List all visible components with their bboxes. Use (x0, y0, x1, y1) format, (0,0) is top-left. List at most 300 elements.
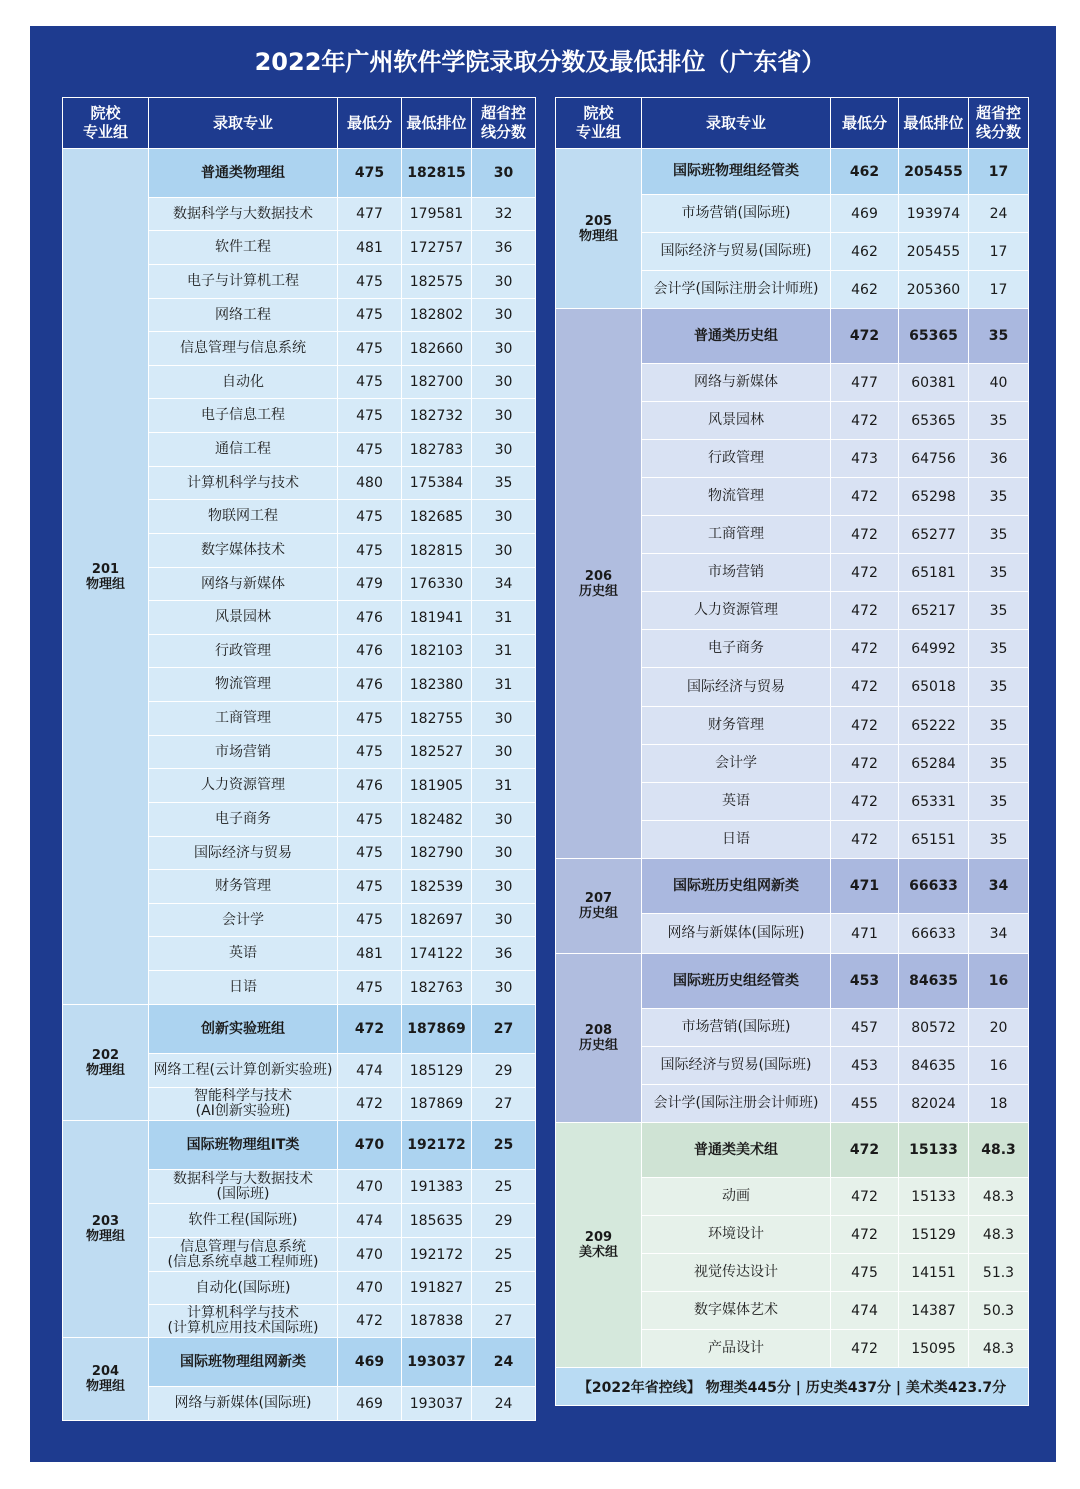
min-rank-cell: 14151 (899, 1254, 969, 1292)
over-line-cell: 30 (472, 299, 536, 332)
over-line-cell: 30 (472, 870, 536, 904)
over-line-cell: 27 (472, 1088, 536, 1121)
min-rank-cell: 65181 (899, 554, 969, 592)
over-line-cell: 36 (969, 440, 1029, 478)
min-rank-cell: 205455 (899, 149, 969, 195)
over-line-cell: 30 (472, 265, 536, 299)
min-score-cell: 475 (338, 500, 402, 534)
major-cell: 网络工程 (149, 299, 338, 332)
min-rank-cell: 182482 (402, 803, 472, 837)
min-score-cell: 462 (831, 271, 899, 309)
over-line-cell: 30 (472, 534, 536, 568)
over-line-cell: 35 (969, 554, 1029, 592)
min-rank-cell: 182763 (402, 971, 472, 1005)
over-line-cell: 35 (969, 783, 1029, 821)
over-line-cell: 34 (969, 859, 1029, 914)
min-rank-cell: 15133 (899, 1123, 969, 1178)
over-line-cell: 24 (969, 195, 1029, 233)
group-code-cell: 203 物理组 (63, 1121, 149, 1338)
major-cell: 物流管理 (642, 478, 831, 516)
over-line-cell: 25 (472, 1272, 536, 1305)
min-score-cell: 473 (831, 440, 899, 478)
major-cell: 动画 (642, 1178, 831, 1216)
min-score-cell: 472 (831, 821, 899, 859)
major-cell: 智能科学与技术 (AI创新实验班) (149, 1088, 338, 1121)
min-rank-cell: 182685 (402, 500, 472, 534)
min-rank-cell: 192172 (402, 1121, 472, 1170)
min-score-cell: 475 (338, 837, 402, 870)
header-min-rank: 最低排位 (402, 98, 472, 149)
major-cell: 工商管理 (642, 516, 831, 554)
min-rank-cell: 65331 (899, 783, 969, 821)
footer-row (556, 1368, 1029, 1406)
major-cell: 人力资源管理 (149, 769, 338, 803)
over-line-cell: 16 (969, 954, 1029, 1009)
min-score-cell: 475 (338, 265, 402, 299)
min-rank-cell: 182660 (402, 332, 472, 366)
min-rank-cell: 65277 (899, 516, 969, 554)
over-line-cell: 30 (472, 399, 536, 433)
major-cell: 行政管理 (642, 440, 831, 478)
min-rank-cell: 191383 (402, 1170, 472, 1204)
over-line-cell: 25 (472, 1170, 536, 1204)
over-line-cell: 48.3 (969, 1216, 1029, 1254)
over-line-cell: 48.3 (969, 1178, 1029, 1216)
over-line-cell: 35 (969, 668, 1029, 707)
min-rank-cell: 15129 (899, 1216, 969, 1254)
group-code-cell: 207 历史组 (556, 859, 642, 954)
min-rank-cell: 82024 (899, 1085, 969, 1123)
min-rank-cell: 66633 (899, 859, 969, 914)
group-summary-row (63, 149, 536, 198)
min-score-cell: 472 (831, 1216, 899, 1254)
min-score-cell: 470 (338, 1272, 402, 1305)
min-score-cell: 475 (338, 399, 402, 433)
over-line-cell: 36 (472, 937, 536, 971)
group-code-cell: 202 物理组 (63, 1005, 149, 1121)
major-cell: 网络与新媒体(国际班) (149, 1387, 338, 1421)
over-line-cell: 24 (472, 1387, 536, 1421)
min-rank-cell: 65284 (899, 745, 969, 783)
major-cell: 数据科学与大数据技术 (149, 198, 338, 231)
major-cell: 市场营销 (642, 554, 831, 592)
over-line-cell: 34 (969, 914, 1029, 954)
major-cell: 信息管理与信息系统 (信息系统卓越工程师班) (149, 1238, 338, 1272)
over-line-cell: 30 (472, 803, 536, 837)
min-score-cell: 476 (338, 668, 402, 702)
major-cell: 日语 (149, 971, 338, 1005)
min-rank-cell: 175384 (402, 467, 472, 500)
min-score-cell: 477 (831, 364, 899, 402)
group-code-cell: 201 物理组 (63, 149, 149, 1005)
min-rank-cell: 172757 (402, 231, 472, 265)
major-cell: 产品设计 (642, 1330, 831, 1368)
min-score-cell: 475 (338, 299, 402, 332)
major-cell: 市场营销 (149, 736, 338, 769)
over-line-cell: 17 (969, 233, 1029, 271)
min-rank-cell: 192172 (402, 1238, 472, 1272)
major-cell: 数据科学与大数据技术 (国际班) (149, 1170, 338, 1204)
min-rank-cell: 84635 (899, 954, 969, 1009)
major-cell: 电子商务 (149, 803, 338, 837)
min-score-cell: 475 (831, 1254, 899, 1292)
major-cell: 财务管理 (642, 707, 831, 745)
min-score-cell: 472 (831, 309, 899, 364)
major-cell: 创新实验班组 (149, 1005, 338, 1054)
min-score-cell: 475 (338, 366, 402, 399)
group-code-cell: 205 物理组 (556, 149, 642, 309)
min-score-cell: 472 (831, 745, 899, 783)
major-cell: 国际经济与贸易(国际班) (642, 233, 831, 271)
min-rank-cell: 205360 (899, 271, 969, 309)
min-score-cell: 472 (831, 1178, 899, 1216)
over-line-cell: 16 (969, 1047, 1029, 1085)
group-summary-row (63, 1121, 536, 1170)
min-rank-cell: 191827 (402, 1272, 472, 1305)
major-cell: 国际经济与贸易 (149, 837, 338, 870)
over-line-cell: 30 (472, 366, 536, 399)
min-rank-cell: 182815 (402, 534, 472, 568)
major-cell: 市场营销(国际班) (642, 195, 831, 233)
over-line-cell: 30 (472, 500, 536, 534)
major-cell: 信息管理与信息系统 (149, 332, 338, 366)
min-score-cell: 480 (338, 467, 402, 500)
min-score-cell: 476 (338, 769, 402, 803)
min-rank-cell: 182815 (402, 149, 472, 198)
over-line-cell: 35 (969, 821, 1029, 859)
header-min-score: 最低分 (831, 98, 899, 149)
over-line-cell: 30 (472, 332, 536, 366)
group-summary-row (556, 1123, 1029, 1178)
provincial-control-line: 【2022年省控线】 物理类445分 | 历史类437分 | 美术类423.7分 (556, 1368, 1029, 1406)
min-score-cell: 472 (831, 402, 899, 440)
over-line-cell: 29 (472, 1204, 536, 1238)
min-rank-cell: 185129 (402, 1054, 472, 1088)
admission-table-left (62, 97, 536, 1421)
major-cell: 普通类物理组 (149, 149, 338, 198)
major-cell: 物联网工程 (149, 500, 338, 534)
min-rank-cell: 182103 (402, 635, 472, 668)
min-score-cell: 477 (338, 198, 402, 231)
over-line-cell: 17 (969, 271, 1029, 309)
major-cell: 计算机科学与技术 (计算机应用技术国际班) (149, 1305, 338, 1338)
min-score-cell: 474 (338, 1054, 402, 1088)
table-header-row (63, 98, 536, 149)
min-rank-cell: 187869 (402, 1088, 472, 1121)
header-major: 录取专业 (149, 98, 338, 149)
min-score-cell: 472 (831, 592, 899, 630)
min-score-cell: 472 (831, 478, 899, 516)
major-cell: 自动化(国际班) (149, 1272, 338, 1305)
over-line-cell: 35 (969, 745, 1029, 783)
major-cell: 普通类历史组 (642, 309, 831, 364)
min-rank-cell: 182700 (402, 366, 472, 399)
over-line-cell: 48.3 (969, 1330, 1029, 1368)
min-score-cell: 472 (831, 707, 899, 745)
min-score-cell: 475 (338, 149, 402, 198)
min-rank-cell: 65217 (899, 592, 969, 630)
group-summary-row (556, 954, 1029, 1009)
min-score-cell: 470 (338, 1238, 402, 1272)
min-rank-cell: 182783 (402, 433, 472, 467)
over-line-cell: 36 (472, 231, 536, 265)
over-line-cell: 35 (969, 592, 1029, 630)
major-cell: 国际经济与贸易 (642, 668, 831, 707)
table-body-right (556, 149, 1029, 1368)
header-group: 院校 专业组 (63, 98, 149, 149)
min-score-cell: 457 (831, 1009, 899, 1047)
over-line-cell: 25 (472, 1121, 536, 1170)
min-rank-cell: 66633 (899, 914, 969, 954)
major-cell: 网络工程(云计算创新实验班) (149, 1054, 338, 1088)
min-rank-cell: 60381 (899, 364, 969, 402)
over-line-cell: 20 (969, 1009, 1029, 1047)
admission-table-right (555, 97, 1029, 1406)
major-cell: 英语 (642, 783, 831, 821)
major-cell: 环境设计 (642, 1216, 831, 1254)
min-score-cell: 455 (831, 1085, 899, 1123)
over-line-cell: 30 (472, 736, 536, 769)
major-cell: 风景园林 (149, 601, 338, 635)
major-cell: 行政管理 (149, 635, 338, 668)
table-header-row (556, 98, 1029, 149)
header-min-score: 最低分 (338, 98, 402, 149)
major-cell: 会计学(国际注册会计师班) (642, 1085, 831, 1123)
major-cell: 会计学 (642, 745, 831, 783)
major-cell: 英语 (149, 937, 338, 971)
min-rank-cell: 65151 (899, 821, 969, 859)
major-cell: 电子商务 (642, 630, 831, 668)
group-code-cell: 204 物理组 (63, 1338, 149, 1421)
min-score-cell: 472 (338, 1005, 402, 1054)
min-score-cell: 475 (338, 736, 402, 769)
table-body-left (63, 149, 536, 1421)
major-cell: 国际班物理组经管类 (642, 149, 831, 195)
over-line-cell: 50.3 (969, 1292, 1029, 1330)
major-cell: 物流管理 (149, 668, 338, 702)
min-score-cell: 472 (831, 554, 899, 592)
over-line-cell: 29 (472, 1054, 536, 1088)
min-score-cell: 462 (831, 149, 899, 195)
min-score-cell: 472 (831, 1123, 899, 1178)
page-title: 2022年广州软件学院录取分数及最低排位（广东省） (254, 48, 826, 76)
min-rank-cell: 182697 (402, 904, 472, 937)
over-line-cell: 30 (472, 702, 536, 736)
group-summary-row (63, 1005, 536, 1054)
min-rank-cell: 64756 (899, 440, 969, 478)
min-rank-cell: 193037 (402, 1338, 472, 1387)
min-rank-cell: 185635 (402, 1204, 472, 1238)
over-line-cell: 18 (969, 1085, 1029, 1123)
major-cell: 财务管理 (149, 870, 338, 904)
min-score-cell: 471 (831, 914, 899, 954)
over-line-cell: 30 (472, 904, 536, 937)
min-rank-cell: 15095 (899, 1330, 969, 1368)
major-cell: 会计学(国际注册会计师班) (642, 271, 831, 309)
min-rank-cell: 182539 (402, 870, 472, 904)
min-rank-cell: 14387 (899, 1292, 969, 1330)
major-cell: 通信工程 (149, 433, 338, 467)
major-cell: 人力资源管理 (642, 592, 831, 630)
major-cell: 日语 (642, 821, 831, 859)
major-cell: 网络与新媒体 (149, 568, 338, 601)
major-cell: 普通类美术组 (642, 1123, 831, 1178)
major-cell: 电子与计算机工程 (149, 265, 338, 299)
over-line-cell: 35 (969, 309, 1029, 364)
min-rank-cell: 187869 (402, 1005, 472, 1054)
min-rank-cell: 193974 (899, 195, 969, 233)
group-summary-row (556, 309, 1029, 364)
min-rank-cell: 182755 (402, 702, 472, 736)
min-score-cell: 472 (338, 1305, 402, 1338)
min-score-cell: 474 (831, 1292, 899, 1330)
min-rank-cell: 182802 (402, 299, 472, 332)
min-score-cell: 472 (831, 630, 899, 668)
min-rank-cell: 187838 (402, 1305, 472, 1338)
over-line-cell: 31 (472, 635, 536, 668)
major-cell: 网络与新媒体 (642, 364, 831, 402)
header-group: 院校 专业组 (556, 98, 642, 149)
min-score-cell: 475 (338, 534, 402, 568)
over-line-cell: 35 (969, 402, 1029, 440)
header-major: 录取专业 (642, 98, 831, 149)
group-summary-row (556, 859, 1029, 914)
min-rank-cell: 174122 (402, 937, 472, 971)
min-score-cell: 476 (338, 635, 402, 668)
min-rank-cell: 65365 (899, 309, 969, 364)
min-score-cell: 472 (831, 783, 899, 821)
major-cell: 自动化 (149, 366, 338, 399)
over-line-cell: 30 (472, 971, 536, 1005)
min-rank-cell: 182732 (402, 399, 472, 433)
major-cell: 风景园林 (642, 402, 831, 440)
major-cell: 会计学 (149, 904, 338, 937)
min-score-cell: 479 (338, 568, 402, 601)
min-score-cell: 475 (338, 332, 402, 366)
over-line-cell: 30 (472, 837, 536, 870)
over-line-cell: 30 (472, 149, 536, 198)
min-rank-cell: 193037 (402, 1387, 472, 1421)
major-cell: 国际经济与贸易(国际班) (642, 1047, 831, 1085)
min-rank-cell: 179581 (402, 198, 472, 231)
over-line-cell: 25 (472, 1238, 536, 1272)
min-score-cell: 475 (338, 702, 402, 736)
over-line-cell: 51.3 (969, 1254, 1029, 1292)
major-cell: 软件工程(国际班) (149, 1204, 338, 1238)
header-over-line: 超省控 线分数 (969, 98, 1029, 149)
min-score-cell: 475 (338, 870, 402, 904)
major-cell: 工商管理 (149, 702, 338, 736)
major-cell: 国际班历史组经管类 (642, 954, 831, 1009)
over-line-cell: 31 (472, 769, 536, 803)
min-rank-cell: 65018 (899, 668, 969, 707)
min-rank-cell: 15133 (899, 1178, 969, 1216)
min-score-cell: 469 (831, 195, 899, 233)
min-score-cell: 475 (338, 904, 402, 937)
major-cell: 国际班物理组网新类 (149, 1338, 338, 1387)
over-line-cell: 27 (472, 1005, 536, 1054)
over-line-cell: 17 (969, 149, 1029, 195)
major-cell: 网络与新媒体(国际班) (642, 914, 831, 954)
over-line-cell: 32 (472, 198, 536, 231)
min-score-cell: 475 (338, 803, 402, 837)
group-code-cell: 206 历史组 (556, 309, 642, 859)
over-line-cell: 27 (472, 1305, 536, 1338)
min-score-cell: 472 (831, 1330, 899, 1368)
min-rank-cell: 182380 (402, 668, 472, 702)
min-score-cell: 462 (831, 233, 899, 271)
min-rank-cell: 181941 (402, 601, 472, 635)
min-score-cell: 481 (338, 231, 402, 265)
over-line-cell: 31 (472, 601, 536, 635)
over-line-cell: 35 (969, 478, 1029, 516)
major-cell: 国际班物理组IT类 (149, 1121, 338, 1170)
min-rank-cell: 65365 (899, 402, 969, 440)
major-cell: 数字媒体技术 (149, 534, 338, 568)
group-summary-row (556, 149, 1029, 195)
major-cell: 计算机科学与技术 (149, 467, 338, 500)
min-rank-cell: 65298 (899, 478, 969, 516)
min-score-cell: 472 (831, 668, 899, 707)
min-score-cell: 453 (831, 954, 899, 1009)
min-score-cell: 469 (338, 1338, 402, 1387)
over-line-cell: 31 (472, 668, 536, 702)
min-score-cell: 471 (831, 859, 899, 914)
min-score-cell: 453 (831, 1047, 899, 1085)
min-rank-cell: 64992 (899, 630, 969, 668)
over-line-cell: 35 (472, 467, 536, 500)
min-rank-cell: 205455 (899, 233, 969, 271)
major-cell: 电子信息工程 (149, 399, 338, 433)
group-code-cell: 209 美术组 (556, 1123, 642, 1368)
min-rank-cell: 182575 (402, 265, 472, 299)
major-cell: 市场营销(国际班) (642, 1009, 831, 1047)
min-rank-cell: 84635 (899, 1047, 969, 1085)
min-score-cell: 470 (338, 1121, 402, 1170)
min-rank-cell: 65222 (899, 707, 969, 745)
major-cell: 视觉传达设计 (642, 1254, 831, 1292)
min-rank-cell: 182527 (402, 736, 472, 769)
header-over-line: 超省控 线分数 (472, 98, 536, 149)
min-score-cell: 470 (338, 1170, 402, 1204)
group-summary-row (63, 1338, 536, 1387)
min-score-cell: 475 (338, 433, 402, 467)
min-score-cell: 475 (338, 971, 402, 1005)
min-score-cell: 474 (338, 1204, 402, 1238)
over-line-cell: 35 (969, 516, 1029, 554)
min-score-cell: 481 (338, 937, 402, 971)
major-cell: 数字媒体艺术 (642, 1292, 831, 1330)
over-line-cell: 35 (969, 707, 1029, 745)
min-score-cell: 469 (338, 1387, 402, 1421)
header-min-rank: 最低排位 (899, 98, 969, 149)
min-rank-cell: 80572 (899, 1009, 969, 1047)
min-rank-cell: 181905 (402, 769, 472, 803)
min-rank-cell: 182790 (402, 837, 472, 870)
over-line-cell: 40 (969, 364, 1029, 402)
over-line-cell: 30 (472, 433, 536, 467)
min-rank-cell: 176330 (402, 568, 472, 601)
over-line-cell: 34 (472, 568, 536, 601)
over-line-cell: 48.3 (969, 1123, 1029, 1178)
major-cell: 软件工程 (149, 231, 338, 265)
group-code-cell: 208 历史组 (556, 954, 642, 1123)
min-score-cell: 476 (338, 601, 402, 635)
major-cell: 国际班历史组网新类 (642, 859, 831, 914)
over-line-cell: 35 (969, 630, 1029, 668)
min-score-cell: 472 (831, 516, 899, 554)
min-score-cell: 472 (338, 1088, 402, 1121)
